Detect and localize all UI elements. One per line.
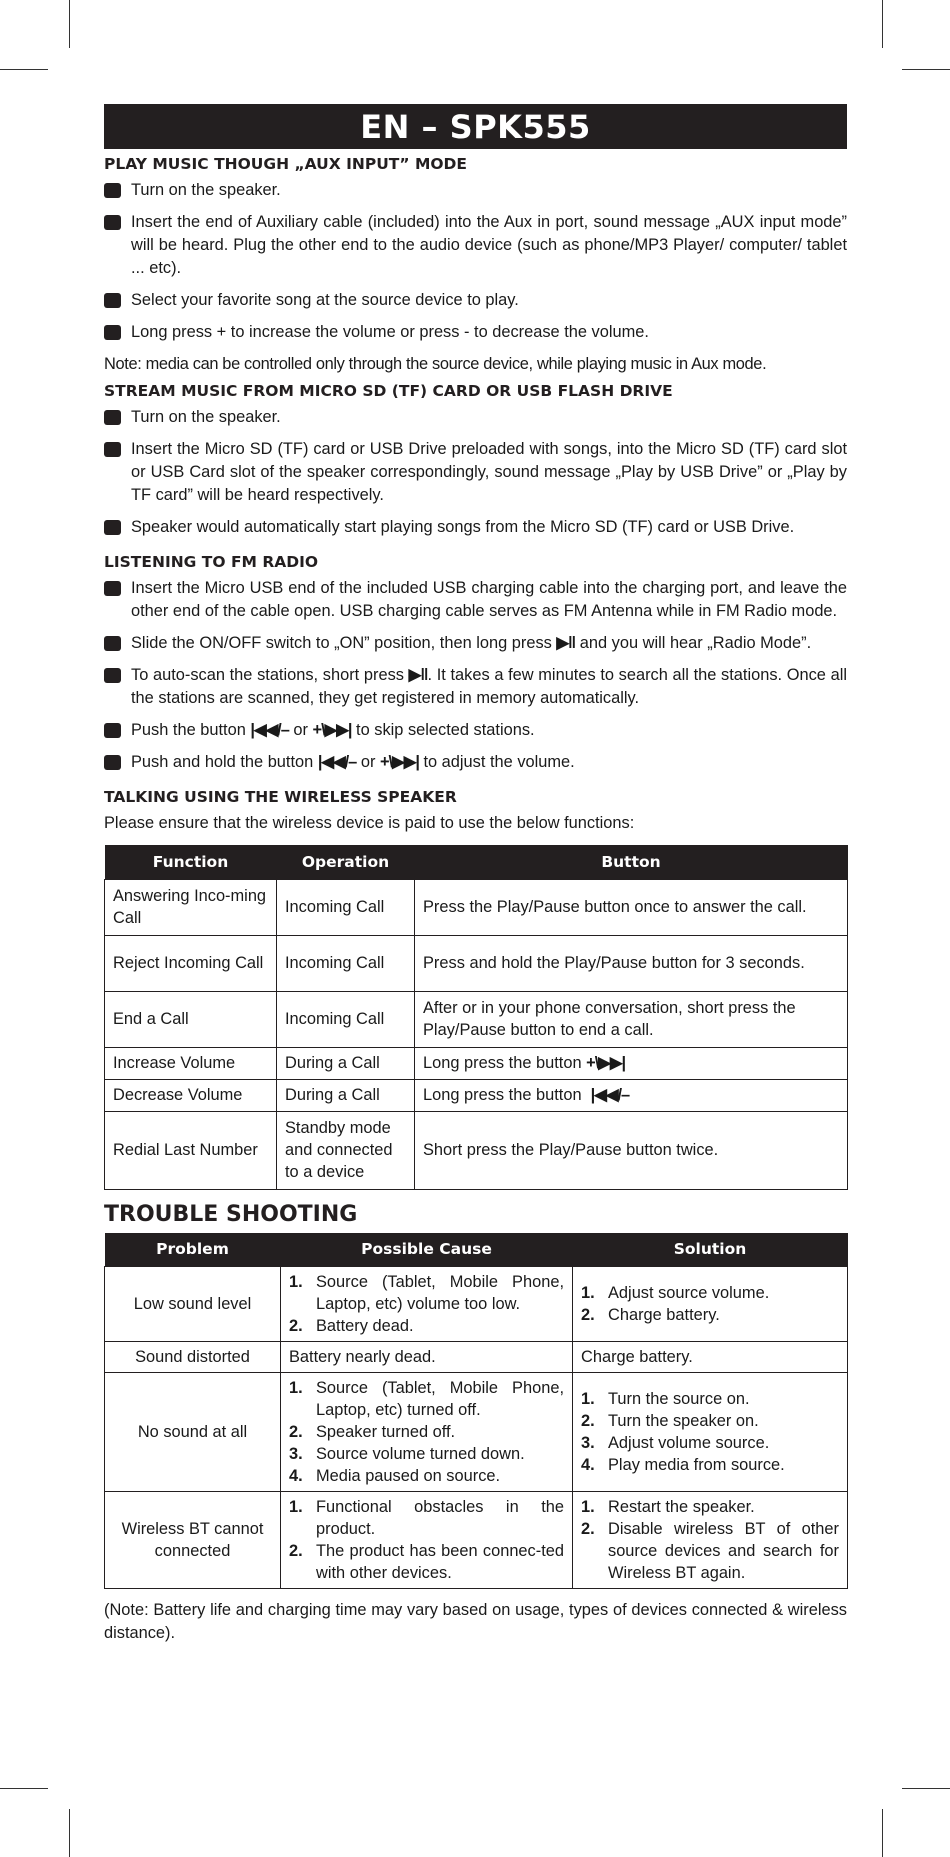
solution-cell xyxy=(573,1373,848,1492)
aux-note: Note: media can be controlled only through the source device, while playing music in Aux mode. xyxy=(104,355,767,373)
fm-heading: LISTENING TO FM RADIO xyxy=(104,553,319,571)
cause-cell xyxy=(281,1492,573,1589)
operation-cell: Incoming Call xyxy=(277,935,415,991)
function-cell: Redial Last Number xyxy=(105,1111,277,1189)
bullet-square-icon xyxy=(104,325,121,340)
cause-cell xyxy=(281,1267,573,1342)
functions-table xyxy=(104,845,848,1190)
problem-cell: No sound at all xyxy=(105,1373,281,1492)
previous-minus-icon: |◀◀/– xyxy=(317,753,357,771)
bullet-square-icon xyxy=(104,442,121,457)
table-row xyxy=(105,1267,848,1342)
cause-list xyxy=(289,1496,564,1584)
column-header: Possible Cause xyxy=(281,1233,573,1267)
cause-list xyxy=(289,1377,564,1487)
list-item: 4. Media paused on source. xyxy=(289,1467,501,1485)
list-item: 3. Adjust volume source. xyxy=(581,1434,770,1452)
bullet-square-icon xyxy=(104,293,121,308)
bullet-square-icon xyxy=(104,410,121,425)
crop-mark xyxy=(902,69,950,70)
list-item: Push and hold the button |◀◀/– or +\▶▶| to adjust the volume. xyxy=(104,751,847,774)
list-item: Push the button |◀◀/– or +\▶▶| to skip selected stations. xyxy=(104,719,847,742)
button-cell: After or in your phone conversation, short press the Play/Pause button to end a call. xyxy=(415,991,848,1047)
list-item: Turn on the speaker. xyxy=(104,179,847,202)
table-header-row xyxy=(105,1233,848,1267)
crop-mark xyxy=(69,1809,70,1857)
function-cell: Reject Incoming Call xyxy=(105,935,277,991)
aux-list xyxy=(104,179,847,344)
column-header: Solution xyxy=(573,1233,848,1267)
crop-mark xyxy=(902,1788,950,1789)
column-header: Function xyxy=(105,845,277,879)
button-cell: Short press the Play/Pause button twice. xyxy=(415,1111,848,1189)
function-cell: End a Call xyxy=(105,991,277,1047)
crop-mark xyxy=(69,0,70,48)
bullet-square-icon xyxy=(104,755,121,770)
solution-list xyxy=(581,1388,839,1476)
previous-minus-icon: |◀◀/– xyxy=(590,1086,630,1104)
final-note: (Note: Battery life and charging time may vary based on usage, types of devices connected & wireless distance). xyxy=(104,1601,847,1642)
operation-cell: Incoming Call xyxy=(277,879,415,935)
list-item: 1. Functional obstacles in the product. xyxy=(289,1498,564,1538)
list-item: Long press + to increase the volume or press - to decrease the volume. xyxy=(104,321,847,344)
trouble-heading: TROUBLE SHOOTING xyxy=(104,1201,358,1227)
list-item: 1. Turn the source on. xyxy=(581,1390,750,1408)
operation-cell: Incoming Call xyxy=(277,991,415,1047)
table-header-row xyxy=(105,845,848,879)
bullet-square-icon xyxy=(104,215,121,230)
crop-mark xyxy=(882,1809,883,1857)
list-item: Slide the ON/OFF switch to „ON” position, then long press ▶‖ and you will hear „Radio Mode”. xyxy=(104,632,847,655)
button-cell: Long press the button |◀◀/– xyxy=(415,1079,848,1111)
button-cell: Press the Play/Pause button once to answer the call. xyxy=(415,879,848,935)
list-item: 1. Restart the speaker. xyxy=(581,1498,755,1516)
bullet-square-icon xyxy=(104,723,121,738)
play-pause-icon: ▶‖ xyxy=(408,666,428,684)
list-item: 2. Speaker turned off. xyxy=(289,1423,456,1441)
solution-cell xyxy=(573,1267,848,1342)
table-row xyxy=(105,991,848,1047)
aux-heading: PLAY MUSIC THOUGH „AUX INPUT” MODE xyxy=(104,155,468,173)
list-item: 2. Charge battery. xyxy=(581,1306,720,1324)
table-row xyxy=(105,1373,848,1492)
operation-cell: Standby mode and connected to a device xyxy=(277,1111,415,1189)
bullet-square-icon xyxy=(104,636,121,651)
list-item: Insert the Micro USB end of the included USB charging cable into the charging port, and leave the other end of the cable open. USB charging cable serves as FM Antenna while in FM Radio mode. xyxy=(104,577,847,623)
list-item: 4. Play media from source. xyxy=(581,1456,785,1474)
table-row xyxy=(105,935,848,991)
talking-heading: TALKING USING THE WIRELESS SPEAKER xyxy=(104,788,457,806)
sd-heading: STREAM MUSIC FROM MICRO SD (TF) CARD OR USB FLASH DRIVE xyxy=(104,382,673,400)
table-row xyxy=(105,1492,848,1589)
cause-cell xyxy=(281,1373,573,1492)
play-pause-icon: ▶‖ xyxy=(556,634,576,652)
function-cell: Answering Inco-ming Call xyxy=(105,879,277,935)
operation-cell: During a Call xyxy=(277,1047,415,1079)
plus-next-icon: +\▶▶| xyxy=(312,721,352,739)
list-item: 1. Adjust source volume. xyxy=(581,1284,770,1302)
page-title: EN – SPK555 xyxy=(104,104,847,149)
table-row xyxy=(105,1079,848,1111)
list-item: 2. Turn the speaker on. xyxy=(581,1412,759,1430)
talking-intro: Please ensure that the wireless device is paid to use the below functions: xyxy=(104,814,635,832)
bullet-square-icon xyxy=(104,183,121,198)
solution-cell xyxy=(573,1492,848,1589)
column-header: Button xyxy=(415,845,848,879)
table-row xyxy=(105,879,848,935)
list-item: 1. Source (Tablet, Mobile Phone, Laptop, etc) turned off. xyxy=(289,1379,564,1419)
list-item: 2. Disable wireless BT of other source devices and search for Wireless BT again. xyxy=(581,1520,839,1582)
cause-list xyxy=(289,1271,564,1337)
table-row xyxy=(105,1342,848,1373)
cause-cell: Battery nearly dead. xyxy=(281,1342,573,1373)
list-item: 2. Battery dead. xyxy=(289,1317,414,1335)
previous-minus-icon: |◀◀/– xyxy=(250,721,289,739)
function-cell: Decrease Volume xyxy=(105,1079,277,1111)
button-cell: Press and hold the Play/Pause button for 3 seconds. xyxy=(415,935,848,991)
solution-cell: Charge battery. xyxy=(573,1342,848,1373)
sd-list xyxy=(104,406,847,539)
list-item: Insert the end of Auxiliary cable (included) into the Aux in port, sound message „AUX input mode” will be heard. Plug the other end to the audio device (such as phone/MP3 Player/ computer/ tablet ... etc). xyxy=(104,211,847,280)
list-item: 3. Source volume turned down. xyxy=(289,1445,525,1463)
bullet-square-icon xyxy=(104,668,121,683)
list-item: 2. The product has been connec-ted with other devices. xyxy=(289,1542,564,1582)
solution-list xyxy=(581,1496,839,1584)
column-header: Operation xyxy=(277,845,415,879)
crop-mark xyxy=(882,0,883,48)
crop-mark xyxy=(0,69,48,70)
manual-page xyxy=(104,104,847,1645)
troubleshooting-table xyxy=(104,1233,848,1590)
bullet-square-icon xyxy=(104,581,121,596)
list-item: Select your favorite song at the source device to play. xyxy=(104,289,847,312)
operation-cell: During a Call xyxy=(277,1079,415,1111)
list-item: Turn on the speaker. xyxy=(104,406,847,429)
table-row xyxy=(105,1111,848,1189)
list-item: To auto-scan the stations, short press ▶‖. It takes a few minutes to search all the stations. Once all the stations are scanned, they get registered in memory automatically. xyxy=(104,664,847,710)
column-header: Problem xyxy=(105,1233,281,1267)
plus-next-icon: +\▶▶| xyxy=(379,753,419,771)
problem-cell: Wireless BT cannot connected xyxy=(105,1492,281,1589)
function-cell: Increase Volume xyxy=(105,1047,277,1079)
problem-cell: Low sound level xyxy=(105,1267,281,1342)
list-item: Insert the Micro SD (TF) card or USB Drive preloaded with songs, into the Micro SD (TF) card slot or USB Card slot of the speaker correspondingly, sound message „Play by USB Drive” or „Play by TF card” will be heard respectively. xyxy=(104,438,847,507)
solution-list xyxy=(581,1282,839,1326)
table-row xyxy=(105,1047,848,1079)
fm-list xyxy=(104,577,847,774)
list-item: Speaker would automatically start playing songs from the Micro SD (TF) card or USB Drive. xyxy=(104,516,847,539)
crop-mark xyxy=(0,1788,48,1789)
button-cell: Long press the button +\▶▶| xyxy=(415,1047,848,1079)
list-item: 1. Source (Tablet, Mobile Phone, Laptop, etc) volume too low. xyxy=(289,1273,564,1313)
bullet-square-icon xyxy=(104,520,121,535)
problem-cell: Sound distorted xyxy=(105,1342,281,1373)
plus-next-icon: +\▶▶| xyxy=(586,1054,626,1072)
